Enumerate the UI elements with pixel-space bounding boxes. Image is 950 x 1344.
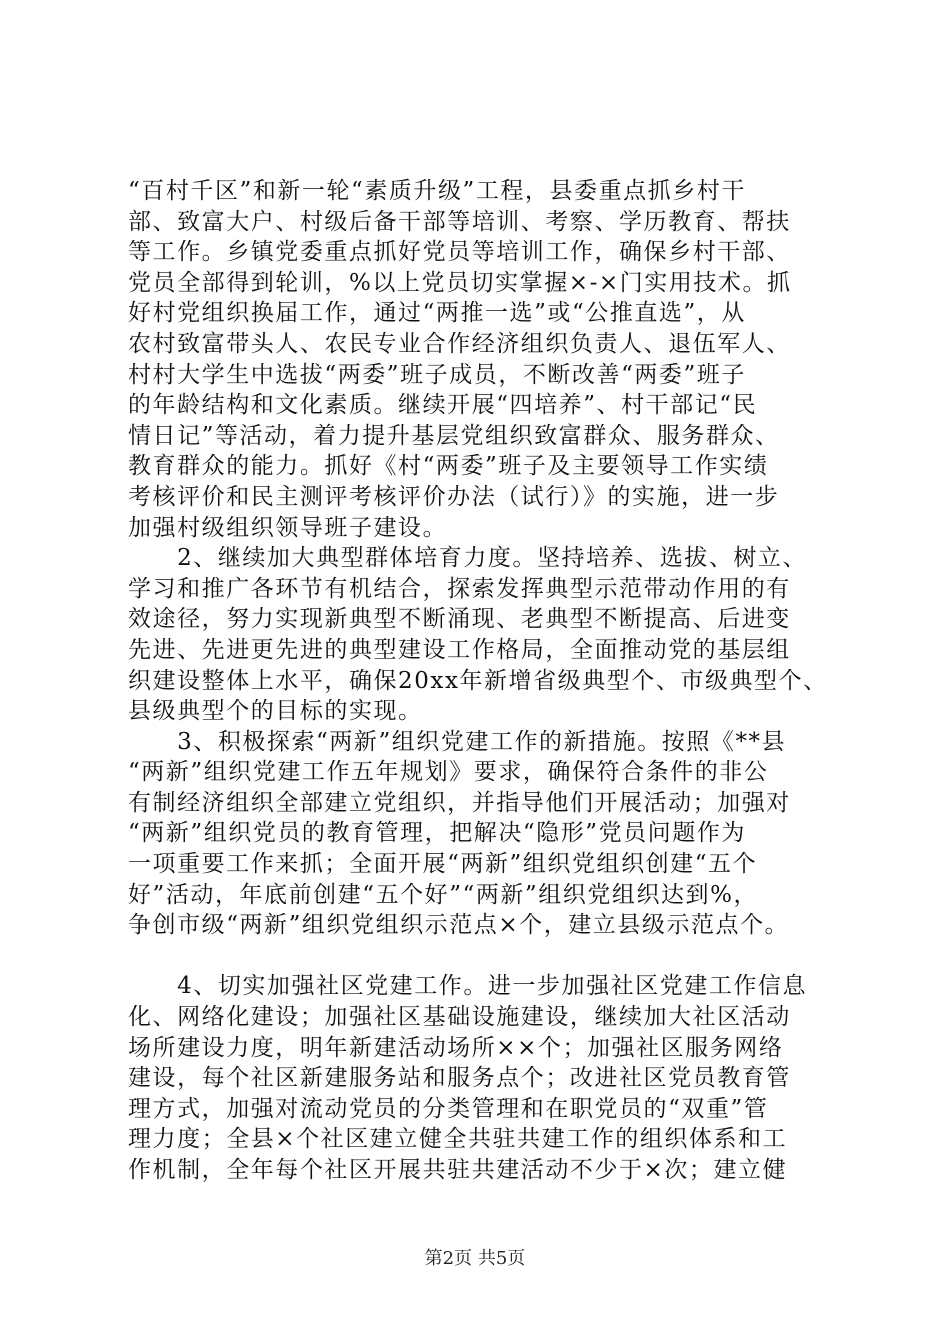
text-line: 好”活动，年底前创建“五个好”“两新”组织党组织达到%， [128,881,759,908]
text-line: 建设，每个社区新建服务站和服务点个；改进社区党员教育管 [128,1065,791,1092]
text-line: 争创市级“两新”组织党组织示范点×个，建立县级示范点个。 [128,912,790,939]
text-line: 情日记”等活动，着力提升基层党组织致富群众、服务群众、 [128,422,780,449]
document-body [128,176,843,1186]
text-line: 3、积极探索“两新”组织党建工作的新措施。按照《**县 [128,728,787,755]
text-line: 党员全部得到轮训，%以上党员切实掌握×-×门实用技术。抓 [128,269,792,296]
text-line: 等工作。乡镇党委重点抓好党员等培训工作，确保乡村干部、 [128,239,791,266]
text-line: 学习和推广各环节有机结合，探索发挥典型示范带动作用的有 [128,575,791,602]
text-line: 的年龄结构和文化素质。继续开展“四培养”、村干部记“民 [128,392,758,419]
page-footer: 第2页 共5页 [424,1248,526,1269]
text-line: 织建设整体上水平，确保20xx年新增省级典型个、市级典型个、 [128,667,828,694]
text-line: 理力度；全县×个社区建立健全共驻共建工作的组织体系和工 [128,1126,788,1153]
text-line: 场所建设力度，明年新建活动场所××个；加强社区服务网络 [128,1034,784,1061]
text-line: 效途径，努力实现新典型不断涌现、老典型不断提高、后进变 [128,606,791,633]
text-line: 好村党组织换届工作，通过“两推一选”或“公推直选”，从 [128,300,746,327]
text-line: 村村大学生中选拔“两委”班子成员，不断改善“两委”班子 [128,361,746,388]
text-line: 先进、先进更先进的典型建设工作格局，全面推动党的基层组 [128,636,791,663]
text-line: 化、网络化建设；加强社区基础设施建设，继续加大社区活动 [128,1004,791,1031]
text-line: 理方式，加强对流动党员的分类管理和在职党员的“双重”管 [128,1095,769,1122]
text-line: 作机制，全年每个社区开展共驻共建活动不少于×次；建立健 [128,1157,788,1183]
text-line: “两新”组织党员的教育管理，把解决“隐形”党员问题作为 [128,820,746,847]
text-line: 一项重要工作来抓；全面开展“两新”组织党组织创建“五个 [128,851,758,878]
text-line: “两新”组织党建工作五年规划》要求，确保符合条件的非公 [128,759,769,786]
text-line: 加强村级组织领导班子建设。 [128,514,448,541]
blank-line [128,941,843,972]
text-line: 4、切实加强社区党建工作。进一步加强社区党建工作信息 [128,973,808,1000]
text-line: 农村致富带头人、农民专业合作经济组织负责人、退伍军人、 [128,330,791,357]
text-line: 县级典型个的目标的实现。 [128,698,423,725]
text-line: “百村千区”和新一轮“素质升级”工程，县委重点抓乡村干 [128,178,746,204]
text-line: 教育群众的能力。抓好《村“两委”班子及主要领导工作实绩 [128,453,769,480]
text-line: 考核评价和民主测评考核评价办法（试行）》的实施，进一步 [128,483,780,510]
text-line: 2、继续加大典型群体培育力度。坚持培养、选拔、树立、 [128,545,808,572]
text-line: 部、致富大户、村级后备干部等培训、考察、学历教育、帮扶 [128,208,791,235]
text-line: 有制经济组织全部建立党组织，并指导他们开展活动；加强对 [128,789,791,816]
